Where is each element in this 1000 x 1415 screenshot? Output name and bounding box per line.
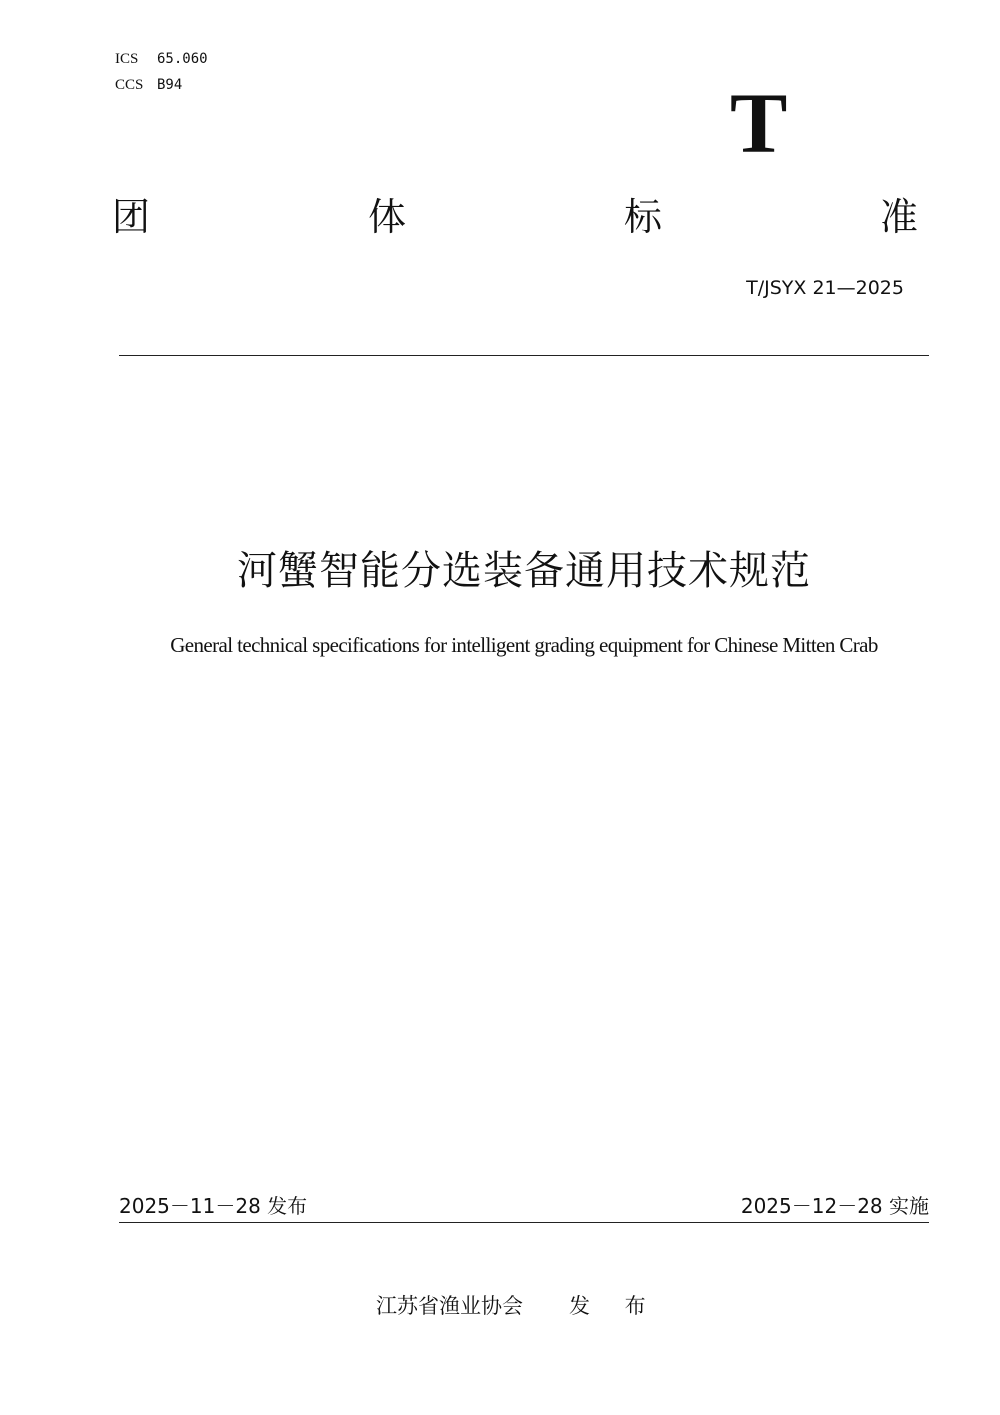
category-mark: T: [730, 75, 788, 171]
standard-type-char: 团: [112, 195, 151, 239]
top-divider: [119, 355, 929, 356]
standard-type-char: 体: [367, 195, 406, 239]
ccs-label: CCS: [115, 77, 144, 93]
ics-code: [115, 50, 208, 68]
ics-label: ICS: [115, 51, 139, 67]
ccs-value: B94: [157, 77, 183, 93]
ccs-code: [115, 76, 182, 94]
publisher-action: 发 布: [569, 1294, 660, 1318]
standard-type-char: 准: [879, 195, 918, 239]
bottom-divider: [119, 1222, 929, 1223]
implement-date: 2025－12－28 实施: [740, 1194, 929, 1218]
standard-type-char: 标: [623, 195, 662, 239]
title-chinese: 河蟹智能分选装备通用技术规范: [237, 548, 811, 594]
publisher-name: 江苏省渔业协会: [376, 1294, 523, 1318]
publish-date: 2025－11－28 发布: [119, 1194, 308, 1218]
publisher: [376, 1292, 660, 1320]
standard-code: T/JSYX 21—2025: [746, 277, 904, 299]
ics-value: 65.060: [157, 51, 208, 67]
title-english: General technical specifications for intelligent grading equipment for Chinese Mitten Crab: [170, 633, 878, 657]
standard-type: [112, 194, 918, 240]
